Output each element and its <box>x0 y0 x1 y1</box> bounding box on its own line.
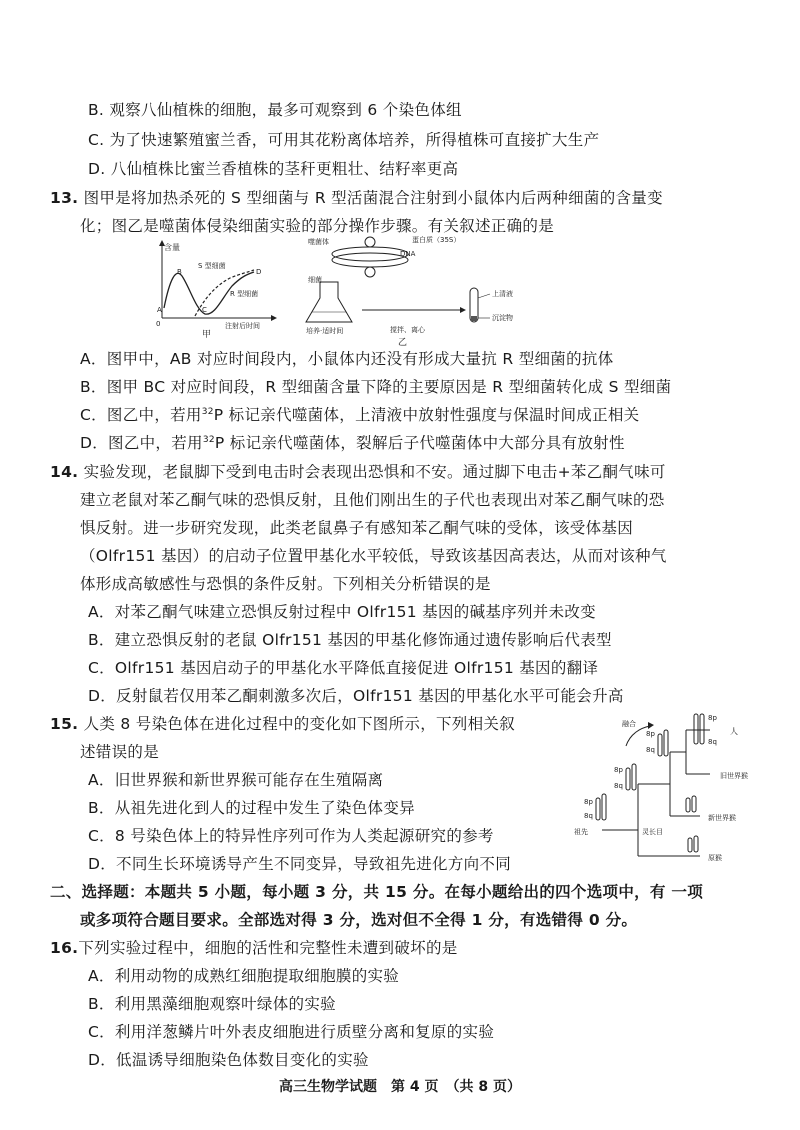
label-fusion: 融合 <box>622 720 636 728</box>
q12-option-d: D. 八仙植株比蜜兰香植株的茎秆更粗壮、结籽率更高 <box>88 160 459 178</box>
label-8q-split: 8q <box>646 746 655 754</box>
chromosome-pro-a <box>688 838 692 852</box>
q14-s1: 实验发现，老鼠脚下受到电击时会表现出恐惧和不安。通过脚下电击+苯乙酮气味可 <box>83 463 666 481</box>
label-process: 搅拌、离心 <box>390 326 425 334</box>
page-footer: 高三生物学试题 第 4 页 （共 8 页） <box>279 1079 521 1095</box>
chromosome-nw-a <box>686 798 690 812</box>
chromosome-split-a <box>658 734 662 756</box>
disc-top <box>332 247 408 261</box>
x-axis-arrow <box>271 315 277 321</box>
label-8p-split: 8p <box>646 730 655 738</box>
q14-stem-line1 <box>50 460 666 482</box>
phage-head-bottom <box>365 267 375 277</box>
q14-option-c: C．Olfr151 基因启动子的甲基化水平降低直接促进 Olfr151 基因的翻译 <box>88 659 599 677</box>
label-8q-human: 8q <box>708 738 717 746</box>
x-label: 注射后时间 <box>225 322 260 330</box>
q15-stem-line2: 述错误的是 <box>80 743 160 761</box>
point-c: C <box>202 306 207 314</box>
label-new-world: 新世界猴 <box>708 814 736 822</box>
label-phage: 噬菌体 <box>308 238 329 246</box>
figure-chromosome-tree <box>560 712 760 864</box>
chromosome-nw-b <box>692 796 696 812</box>
caption-jia: 甲 <box>202 330 212 338</box>
q14-option-b: B．建立恐惧反射的老鼠 Olfr151 基因的甲基化修饰通过遗传影响后代表型 <box>88 631 612 649</box>
q13-d-pre: D．图乙中，若用 <box>80 434 203 452</box>
chromosome-primate-b <box>632 764 636 790</box>
label-supernatant: 上清液 <box>492 290 513 298</box>
q13-c-sup: 32 <box>201 406 214 417</box>
q15-option-c: C．8 号染色体上的特异性序列可作为人类起源研究的参考 <box>88 827 494 845</box>
q14-stem-line2: 建立老鼠对苯乙酮气味的恐惧反射，且他们刚出生的子代也表现出对苯乙酮气味的恐 <box>80 491 665 509</box>
q13-option-c <box>80 403 639 425</box>
q14-option-d: D．反射鼠若仅用苯乙酮刺激多次后，Olfr151 基因的甲基化水平可能会升高 <box>88 687 624 705</box>
q13-option-b: B．图甲 BC 对应时间段，R 型细菌含量下降的主要原因是 R 型细菌转化成 S 型细菌 <box>80 378 672 396</box>
label-dna: DNA <box>400 250 416 258</box>
r-label: R 型细菌 <box>230 290 259 298</box>
point-b: B <box>177 268 182 276</box>
label-bacteria: 细菌 <box>308 276 322 284</box>
figure-jia-graph <box>150 238 280 338</box>
q13-stem-line2: 化；图乙是噬菌体侵染细菌实验的部分操作步骤。有关叙述正确的是 <box>80 217 555 235</box>
flask <box>306 282 352 322</box>
chromosome-human-b <box>700 714 704 744</box>
chromosome-ancestor-b <box>602 794 606 820</box>
q16-stem-text: 下列实验过程中，细胞的活性和完整性未遭到破坏的是 <box>78 939 458 957</box>
label-8q-primate: 8q <box>614 782 623 790</box>
q15-number: 15. <box>50 715 79 733</box>
q13-stem-line1 <box>50 186 663 208</box>
q16-option-a: A．利用动物的成熟红细胞提取细胞膜的实验 <box>88 967 400 985</box>
section2-title-line2: 或多项符合题目要求。全部选对得 3 分，选对但不全得 1 分，有选错得 0 分。 <box>80 911 638 929</box>
origin: 0 <box>156 320 161 328</box>
q15-option-a: A．旧世界猴和新世界猴可能存在生殖隔离 <box>88 771 384 789</box>
label-8p-human: 8p <box>708 714 717 722</box>
q12-option-b: B. 观察八仙植株的细胞，最多可观察到 6 个染色体组 <box>88 101 462 119</box>
chromosome-split-b <box>664 730 668 756</box>
q14-number: 14. <box>50 463 79 481</box>
label-ancestor: 祖先 <box>574 828 588 836</box>
q16-number: 16. <box>50 939 79 957</box>
label-protein: 蛋白质（35S） <box>412 236 461 244</box>
label-sediment: 沉淀物 <box>492 314 513 322</box>
q15-stem-line1 <box>50 712 515 734</box>
q12-option-c: C. 为了快速繁殖蜜兰香，可用其花粉离体培养，所得植株可直接扩大生产 <box>88 131 600 149</box>
q15-s1: 人类 8 号染色体在进化过程中的变化如下图所示，下列相关叙 <box>83 715 516 733</box>
q13-option-d <box>80 431 625 453</box>
supernatant-pointer <box>478 294 490 298</box>
chromosome-ancestor-a <box>596 798 600 820</box>
q15-option-b: B．从祖先进化到人的过程中发生了染色体变异 <box>88 799 415 817</box>
chromosome-primate-a <box>626 768 630 790</box>
q13-c-post: P 标记亲代噬菌体，上清液中放射性强度与保温时间成正相关 <box>213 406 640 424</box>
q16-option-b: B．利用黑藻细胞观察叶绿体的实验 <box>88 995 336 1013</box>
q13-number: 13. <box>50 189 79 207</box>
q14-stem-line5: 体形成高敏感性与恐惧的条件反射。下列相关分析错误的是 <box>80 575 491 593</box>
q13-d-sup: 32 <box>202 434 215 445</box>
q15-option-d: D．不同生长环境诱导产生不同变异，导致祖先进化方向不同 <box>88 855 512 873</box>
q14-option-a: A．对苯乙酮气味建立恐惧反射过程中 Olfr151 基因的碱基序列并未改变 <box>88 603 596 621</box>
label-8p-ancestor: 8p <box>584 798 593 806</box>
chromosome-pro-b <box>694 836 698 852</box>
label-culture: 培养·适时间 <box>306 327 344 335</box>
phage-head-top <box>365 237 375 247</box>
label-old-world: 旧世界猴 <box>720 772 748 780</box>
q13-c-pre: C．图乙中，若用 <box>80 406 202 424</box>
y-label: 含量 <box>164 243 180 252</box>
s-label: S 型细菌 <box>198 262 226 270</box>
sediment-fill <box>471 316 477 321</box>
label-8p-primate: 8p <box>614 766 623 774</box>
q13-stem1: 图甲是将加热杀死的 S 型细菌与 R 型活菌混合注射到小鼠体内后两种细菌的含量变 <box>83 189 663 207</box>
q16-option-d: D．低温诱导细胞染色体数目变化的实验 <box>88 1051 369 1069</box>
label-8q-ancestor: 8q <box>584 812 593 820</box>
q14-stem-line3: 惧反射。进一步研究发现，此类老鼠鼻子有感知苯乙酮气味的受体，该受体基因 <box>80 519 634 537</box>
q16-option-c: C．利用洋葱鳞片叶外表皮细胞进行质壁分离和复原的实验 <box>88 1023 495 1041</box>
process-arrowhead <box>460 307 466 313</box>
label-prosimian: 原猴 <box>708 854 722 862</box>
q13-option-a: A．图甲中，AB 对应时间段内，小鼠体内还没有形成大量抗 R 型细菌的抗体 <box>80 350 614 368</box>
figure-yi-diagram <box>300 232 540 347</box>
caption-yi: 乙 <box>398 338 408 347</box>
point-d: D <box>256 268 262 276</box>
chromosome-human-a <box>694 714 698 744</box>
label-human: 人 <box>730 727 738 736</box>
q16-stem <box>50 936 458 958</box>
q14-stem-line4: （Olfr151 基因）的启动子位置甲基化水平较低，导致该基因高表达，从而对该种气 <box>80 547 667 565</box>
fusion-arrowhead <box>648 722 654 729</box>
section2-title: 二、选择题：本题共 5 小题，每小题 3 分，共 15 分。在每小题给出的四个选项中，有 一项 <box>50 883 704 901</box>
disc-bottom <box>332 253 408 267</box>
q13-d-post: P 标记亲代噬菌体，裂解后子代噬菌体中大部分具有放射性 <box>214 434 625 452</box>
label-primate: 灵长目 <box>642 828 663 836</box>
point-a: A <box>157 306 162 314</box>
